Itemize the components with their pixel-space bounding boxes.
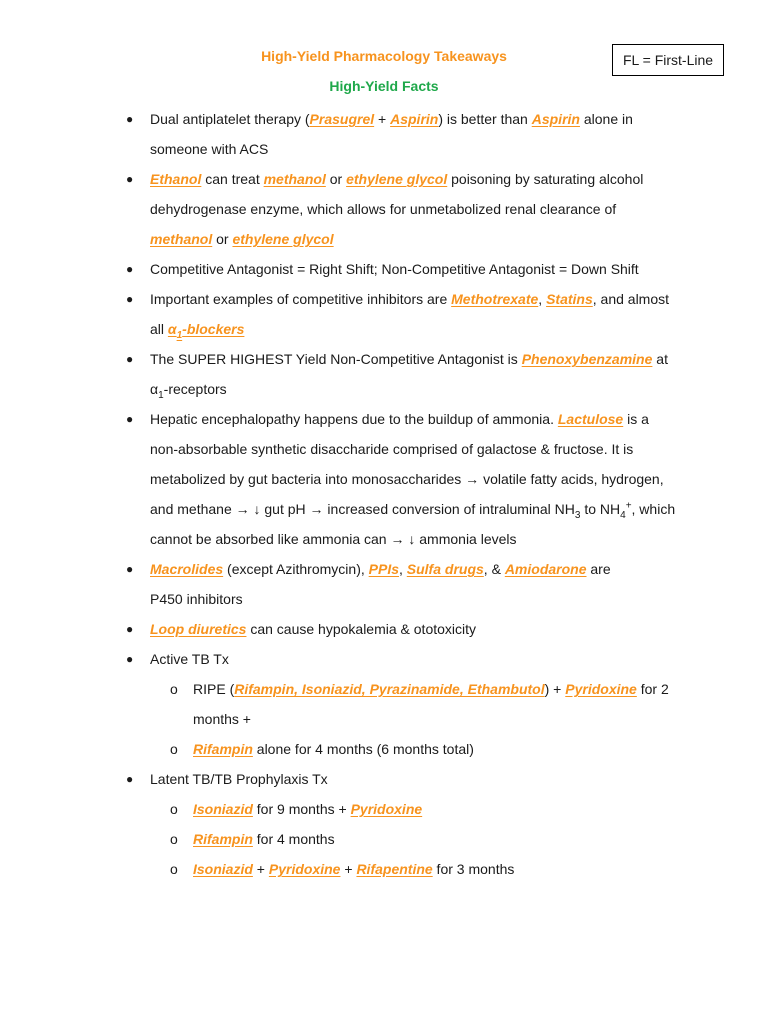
sub-bullet-circle-icon: o	[170, 741, 178, 757]
drug-name: methanol	[263, 171, 326, 187]
text-segment: Latent TB/TB Prophylaxis Tx	[150, 771, 328, 787]
text-segment: for 4 months	[252, 831, 335, 847]
drug-name: Macrolides	[150, 561, 224, 577]
bullet-dot-icon: ●	[126, 262, 134, 276]
text-segment: Important examples of competitive inhibitors are	[150, 291, 452, 307]
text-segment: +	[340, 861, 357, 877]
drug-name: Phenoxybenzamine	[521, 351, 653, 367]
drug-name: Isoniazid	[193, 801, 253, 817]
text-segment: or	[325, 171, 347, 187]
drug-name: α	[167, 321, 177, 337]
text-segment: for 2 months +	[193, 681, 669, 727]
drug-name: Ethanol	[150, 171, 202, 187]
drug-name: Statins	[546, 291, 593, 307]
drug-name: Rifampin	[193, 831, 253, 847]
bullet-dot-icon: ●	[126, 292, 134, 306]
text-segment: Hepatic encephalopathy happens due to the buildup of ammonia.	[150, 411, 558, 427]
text-segment: can cause hypokalemia & ototoxicity	[246, 621, 477, 637]
text-segment: at α	[150, 351, 668, 397]
bullet-item	[0, 254, 768, 284]
drug-name: Rifampin, Isoniazid, Pyrazinamide, Ethambutol	[234, 681, 545, 697]
text-segment: to NH	[580, 501, 621, 517]
text-segment: +	[374, 111, 391, 127]
drug-name: PPIs	[368, 561, 399, 577]
text-segment: Competitive Antagonist = Right Shift; Non-Competitive Antagonist = Down Shift	[150, 261, 639, 277]
bullet-dot-icon: ●	[126, 172, 134, 186]
text-segment: (except Azithromycin),	[223, 561, 369, 577]
drug-name: Aspirin	[531, 111, 580, 127]
legend-box	[612, 44, 724, 76]
bullet-dot-icon: ●	[126, 772, 134, 786]
drug-name: Amiodarone	[504, 561, 587, 577]
text-segment: are	[586, 561, 611, 577]
bullet-dot-icon: ●	[126, 112, 134, 126]
bullet-list	[0, 104, 768, 884]
text-segment: Active TB Tx	[150, 651, 229, 667]
drug-name: ethylene glycol	[346, 171, 448, 187]
bullet-dot-icon: ●	[126, 352, 134, 366]
drug-name: Rifapentine	[356, 861, 433, 877]
bullet-item	[0, 404, 768, 554]
bullet-item	[0, 164, 768, 254]
sub-bullet-item	[0, 674, 768, 734]
text-segment: alone for 4 months (6 months total)	[252, 741, 474, 757]
sub-bullet-item	[0, 794, 768, 824]
text-segment: -receptors	[163, 381, 227, 397]
text-segment: , which cannot be absorbed like ammonia can → ↓ ammonia levels	[150, 501, 676, 547]
drug-name: Isoniazid	[193, 861, 253, 877]
bullet-item	[0, 284, 768, 344]
text-segment: 1	[158, 389, 164, 401]
text-segment: ,	[399, 561, 407, 577]
bullet-dot-icon: ●	[126, 622, 134, 636]
bullet-dot-icon: ●	[126, 562, 134, 576]
bullet-item	[0, 104, 768, 164]
text-segment: ) is better than	[438, 111, 532, 127]
sub-bullet-circle-icon: o	[170, 801, 178, 817]
drug-name: ethylene glycol	[232, 231, 334, 247]
drug-name: Pyridoxine	[268, 861, 341, 877]
text-segment: RIPE (	[193, 681, 235, 697]
bullet-item	[0, 344, 768, 404]
drug-name: -blockers	[182, 321, 245, 337]
drug-name: methanol	[150, 231, 213, 247]
text-segment: 3	[574, 509, 581, 521]
sub-bullet-item	[0, 854, 768, 884]
bullet-dot-icon: ●	[126, 652, 134, 666]
sub-bullet-item	[0, 824, 768, 854]
text-segment: The SUPER HIGHEST Yield Non-Competitive Antagonist is	[150, 351, 522, 367]
text-segment: +	[252, 861, 269, 877]
bullet-item	[0, 614, 768, 644]
text-segment: P450 inhibitors	[150, 591, 243, 607]
section-subtitle: High-Yield Facts	[329, 78, 439, 94]
drug-name: Rifampin	[193, 741, 253, 757]
sub-bullet-circle-icon: o	[170, 681, 178, 697]
drug-name: Methotrexate	[451, 291, 539, 307]
text-segment: for 9 months +	[252, 801, 351, 817]
drug-name: Pyridoxine	[350, 801, 423, 817]
text-segment: ,	[538, 291, 547, 307]
text-segment: , and almost all	[150, 291, 670, 337]
bullet-item	[0, 554, 768, 614]
sub-bullet-circle-icon: o	[170, 861, 178, 877]
drug-name: Loop diuretics	[150, 621, 247, 637]
drug-name: Sulfa drugs	[406, 561, 484, 577]
drug-name: Lactulose	[557, 411, 624, 427]
bullet-dot-icon: ●	[126, 412, 134, 426]
text-segment: Dual antiplatelet therapy (	[150, 111, 310, 127]
text-segment: can treat	[201, 171, 264, 187]
document-title: High-Yield Pharmacology Takeaways	[261, 48, 507, 64]
text-segment: ) +	[544, 681, 566, 697]
text-segment: +	[625, 500, 632, 512]
bullet-item	[0, 764, 768, 794]
text-segment: for 3 months	[432, 861, 515, 877]
drug-name: Pyridoxine	[565, 681, 637, 697]
bullet-item	[0, 644, 768, 674]
legend-text: FL = First-Line	[622, 52, 714, 68]
drug-name: 1	[176, 329, 183, 341]
text-segment: poisoning by saturating alcohol dehydrogenase enzyme, which allows for unmetabolized renal clearance of	[150, 171, 644, 217]
drug-name: Prasugrel	[309, 111, 375, 127]
text-segment: alone in someone with ACS	[150, 111, 633, 157]
text-segment: 4	[620, 509, 626, 521]
sub-bullet-circle-icon: o	[170, 831, 178, 847]
text-segment: is a non-absorbable synthetic disaccharide comprised of galactose & fructose. It is metabolized by gut bacteria into monosaccharides → volatile fatty acids, hydrogen, and methane → ↓ gut pH → increased conversion of intraluminal NH	[150, 411, 664, 517]
text-segment: , &	[483, 561, 505, 577]
text-segment: or	[212, 231, 233, 247]
drug-name: Aspirin	[390, 111, 439, 127]
sub-bullet-item	[0, 734, 768, 764]
